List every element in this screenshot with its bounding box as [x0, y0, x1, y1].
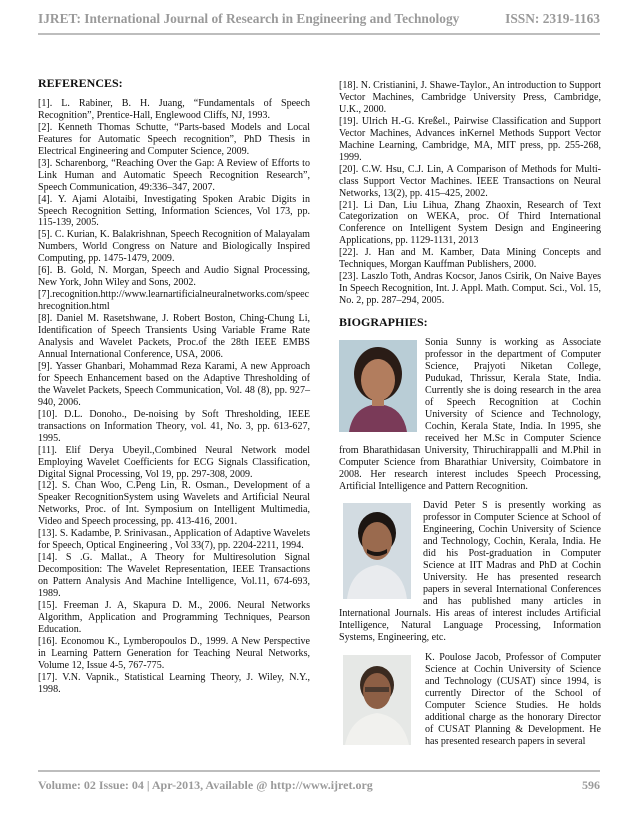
page-number: 596 — [582, 777, 600, 792]
reference-3: [3]. Scharenborg, “Reaching Over the Gap: A Review of Efforts to Link Human and Automatic Speech Recognition Research”, Speech Communication, 49:336–347, 2007. — [38, 157, 310, 193]
reference-7: [7].recognition.http://www.learnartificialneuralnetworks.com/speechrecognition.html — [38, 289, 310, 313]
reference-4: [4]. Y. Ajami Alotaibi, Investigating Spoken Arabic Digits in Speech Recognition Setting, Information Sciences, Vol 173, pp. 115-139, 2005. — [38, 193, 310, 229]
left-column — [38, 78, 310, 696]
references-heading: REFERENCES: — [38, 76, 123, 90]
reference-15: [15]. Freeman J. A, Skapura D. M., 2006. Neural Networks Algorithm, Application and Programming Techniques, Pearson Education. — [38, 599, 310, 635]
biography-text-1: Sonia Sunny is working as Associate professor in the department of Computer Science, Prajyoti Niketan College, Pudukad, Thrissur, Kerala State, India. Currently she is doing research in the area of Speech Recognition at Cochin University of Science and Technology, Cochin, Kerala State, India. In 1995, she received her M.Sc in Computer Science from Bharathidasan University, Thiruchirappalli and M.Phil in Computer Science from Bharathiar University, Coimbatore in 2008. Her research interest includes Speech Processing, Artificial Intelligence and Pattern Recognition. — [339, 337, 601, 492]
reference-1: [1]. L. Rabiner, B. H. Juang, “Fundamentals of Speech Recognition”, Prentice-Hall, Englewood Cliffs, NJ, 1993. — [38, 97, 310, 121]
journal-title: IJRET: International Journal of Research in Engineering and Technology — [38, 11, 460, 26]
header-rule — [38, 33, 600, 35]
reference-19: [19]. Ulrich H.-G. Kreßel., Pairwise Classification and Support Vector Machines, Advances inKernel Methods Support Vector Machine Learning, Cambridge, MA, MIT press, pp. 255-268, 1999. — [339, 115, 601, 163]
footer-issue: Volume: 02 Issue: 04 | Apr-2013, Available @ http://www.ijret.org — [38, 777, 373, 792]
author-photo-3 — [343, 655, 411, 745]
reference-8: [8]. Daniel M. Rasetshwane, J. Robert Boston, Ching-Chung Li, Identification of Speech Transients Using Variable Frame Rate Analysis and Wavelet Packets, Proc.of the 28th IEEE EMBS Annual International Conference, USA, 2006. — [38, 313, 310, 360]
author-photo-1 — [339, 340, 417, 432]
reference-21: [21]. Li Dan, Liu Lihua, Zhang Zhaoxin, Research of Text Categorization on WEKA, proc. Of Third International Conference on Intelligent System Design and Engineering Applications, pp. 1129-1131, 2013 — [339, 199, 601, 247]
reference-13: [13]. S. Kadambe, P. Srinivasan., Application of Adaptive Wavelets for Speech, Optical Engineering , Vol 33(7), pp. 2204-2211, 1994. — [38, 528, 310, 552]
page-footer — [38, 776, 600, 794]
reference-5: [5]. C. Kurian, K. Balakrishnan, Speech Recognition of Malayalam Numbers, World Congress on Nature and Biologically Inspired Computing, pp. 1475-1479, 2009. — [38, 229, 310, 265]
reference-18: [18]. N. Cristianini, J. Shawe-Taylor., An introduction to Support Vector Machines, Cambridge University Press, Cambridge, U.K., 2000. — [339, 80, 601, 115]
footer-rule — [38, 770, 600, 772]
reference-22: [22]. J. Han and M. Kamber, Data Mining Concepts and Techniques, Morgan Kauffman Publishers, 2000. — [339, 247, 601, 271]
biography-text-2: David Peter S is presently working as professor in Computer Science at School of Engineering, Cochin University of Science and Technology, Cochin, Kerala, India. He did his Post-graduation in Computer Science at IIT Madras and PhD at Cochin University. He has presented research papers in several International Conferences and has published many articles in International Journals. His areas of interest includes Artificial Intelligence, Natural Language Processing, Information Systems, Engineering, etc. — [339, 500, 601, 643]
issn: ISSN: 2319-1163 — [505, 11, 600, 26]
reference-6: [6]. B. Gold, N. Morgan, Speech and Audio Signal Processing, New York, John Wiley and Sons, 2002. — [38, 265, 310, 289]
reference-20: [20]. C.W. Hsu, C.J. Lin, A Comparison of Methods for Multi-class Support Vector Machines. IEEE Transactions on Neural Networks, 13(2), pp. 415–425, 2002. — [339, 163, 601, 199]
reference-14: [14]. S .G. Mallat., A Theory for Multiresolution Signal Decomposition: The Wavelet Representation, IEEE Transactions on Pattern Analysis And Machine Intelligence, Vol.11, 674-693, 1989. — [38, 552, 310, 600]
page-header — [38, 8, 600, 30]
reference-2: [2]. Kenneth Thomas Schutte, “Parts-based Models and Local Features for Automatic Speech recognition”, PhD Thesis in Electrical Engineering and Computer Science, 2009. — [38, 121, 310, 157]
reference-10: [10]. D.L. Donoho., De-noising by Soft Thresholding, IEEE transactions on Information Theory, vol. 41, No. 3, pp. 613-627, 1995. — [38, 408, 310, 444]
reference-23: [23]. Laszlo Toth, Andras Kocsor, Janos Csirik, On Naive Bayes In Speech Recognition, Int. J. Appl. Math. Comput. Sci., Vol. 15, No. 2, pp. 287–294, 2005. — [339, 271, 601, 307]
reference-16: [16]. Economou K., Lymberopoulos D., 1999. A New Perspective in Learning Pattern Generation for Teaching Neural Networks, Volume 12, Issue 4-5, 767-775. — [38, 635, 310, 671]
reference-11: [11]. Elif Derya Ubeyil.,Combined Neural Network model Employing Wavelet Coefficients for ECG Signals Classification, Digital Signal Processing, Vol 19, pp. 297-308, 2009. — [38, 444, 310, 480]
biography-3 — [339, 652, 601, 749]
right-column — [339, 80, 601, 757]
biography-1 — [339, 337, 601, 492]
reference-9: [9]. Yasser Ghanbari, Mohammad Reza Karami, A new Approach for Speech Enhancement based on the Adaptive Thresholding of the Wavelet Packets, Speech Communication, Vol. 48 (8), pp. 927–940, 2006. — [38, 360, 310, 408]
reference-17: [17]. V.N. Vapnik., Statistical Learning Theory, J. Wiley, N.Y., 1998. — [38, 671, 310, 695]
biography-text-3: K. Poulose Jacob, Professor of Computer Science at Cochin University of Science and Technology (CUSAT) since 1994, is currently Director of the School of Computer Science Studies. He holds additional charge as the honorary Director of CUSAT Planning & Development. He has presented research papers in several — [425, 651, 601, 747]
biographies-heading: BIOGRAPHIES: — [339, 315, 428, 330]
reference-12: [12]. S. Chan Woo, C.Peng Lin, R. Osman., Development of a Speaker RecognitionSystem using Wavelets and Artificial Neural Networks, Proc. of Int. Symposium on Intelligent Multimedia, Video and Speech processing, pp. 413-416, 2001. — [38, 480, 310, 528]
biography-2 — [339, 500, 601, 643]
author-photo-2 — [343, 503, 411, 599]
